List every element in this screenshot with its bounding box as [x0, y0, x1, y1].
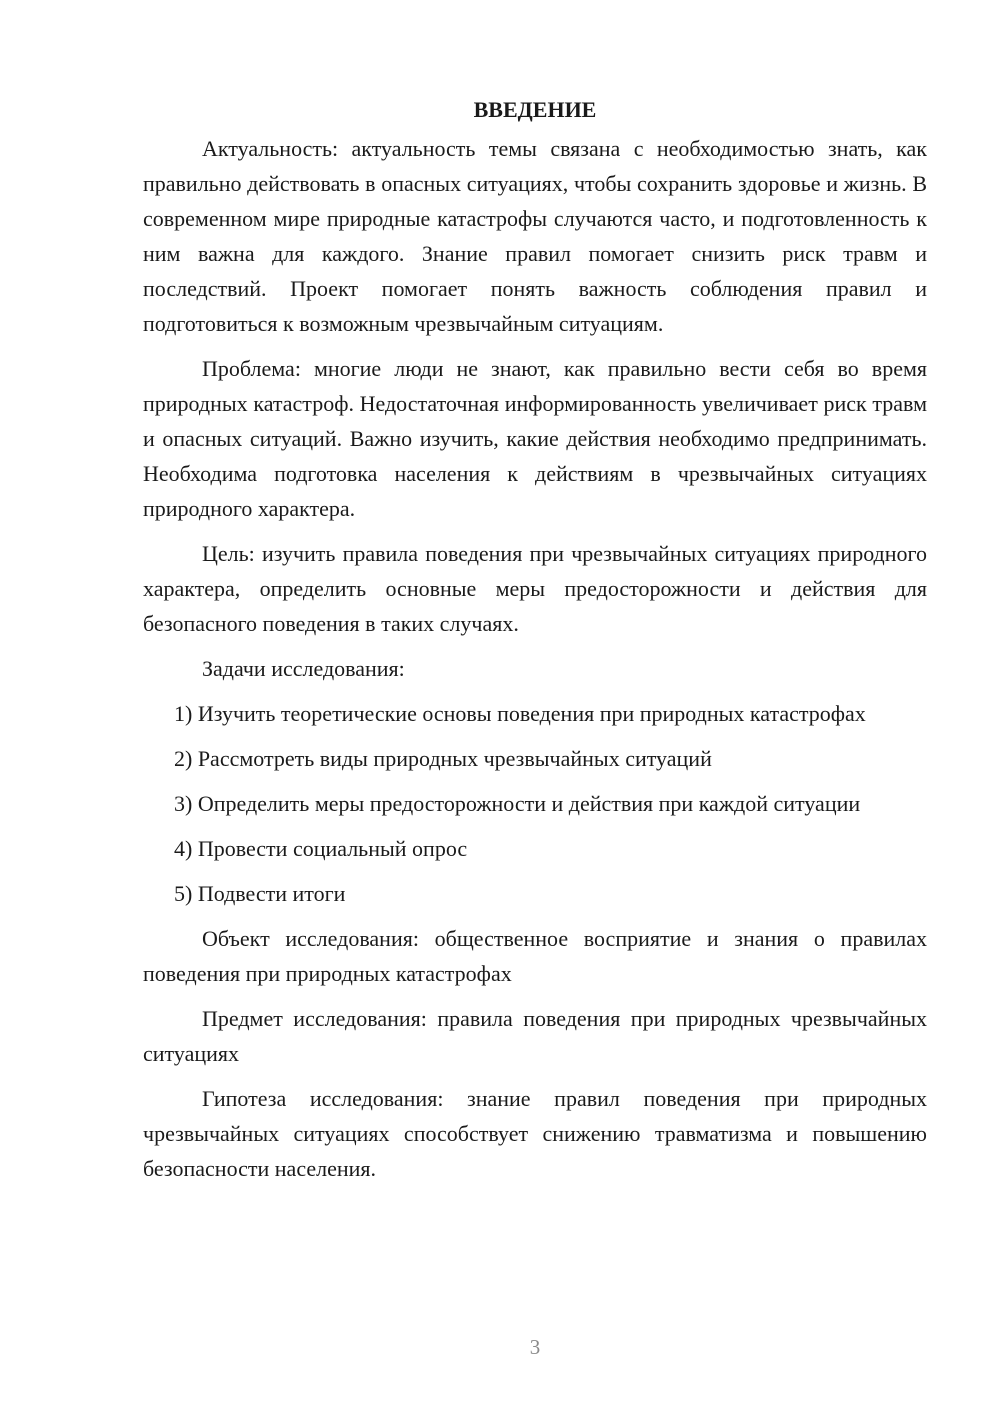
- tasks-heading: Задачи исследования:: [202, 656, 405, 681]
- document-body: [143, 92, 927, 1196]
- task-item-5: 5) Подвести итоги: [174, 881, 346, 906]
- task-item-2: 2) Рассмотреть виды природных чрезвычайных ситуаций: [174, 746, 712, 771]
- section-heading: ВВЕДЕНИЕ: [473, 97, 597, 122]
- page-number: 3: [529, 1335, 541, 1359]
- object-paragraph: Объект исследования: общественное восприятие и знания о правилах поведения при природных катастрофах: [143, 926, 927, 986]
- problem-paragraph: Проблема: многие люди не знают, как правильно вести себя во время природных катастроф. Недостаточная информированность увеличивает риск травм и опасных ситуаций. Важно изучить, какие действия необходимо предпринимать. Необходима подготовка населения к действиям в чрезвычайных ситуациях природного характера.: [143, 356, 927, 521]
- task-item-3: 3) Определить меры предосторожности и действия при каждой ситуации: [174, 791, 861, 816]
- goal-paragraph: Цель: изучить правила поведения при чрезвычайных ситуациях природного характера, определить основные меры предосторожности и действия для безопасного поведения в таких случаях.: [143, 541, 927, 636]
- subject-paragraph: Предмет исследования: правила поведения при природных чрезвычайных ситуациях: [143, 1006, 927, 1066]
- task-item-1: 1) Изучить теоретические основы поведения при природных катастрофах: [174, 701, 866, 726]
- hypothesis-paragraph: Гипотеза исследования: знание правил поведения при природных чрезвычайных ситуациях способствует снижению травматизма и повышению безопасности населения.: [143, 1086, 927, 1181]
- relevance-paragraph: Актуальность: актуальность темы связана с необходимостью знать, как правильно действовать в опасных ситуациях, чтобы сохранить здоровье и жизнь. В современном мире природные катастрофы случаются часто, и подготовленность к ним важна для каждого. Знание правил помогает снизить риск травм и последствий. Проект помогает понять важность соблюдения правил и подготовиться к возможным чрезвычайным ситуациям.: [143, 136, 927, 336]
- task-item-4: 4) Провести социальный опрос: [174, 836, 468, 861]
